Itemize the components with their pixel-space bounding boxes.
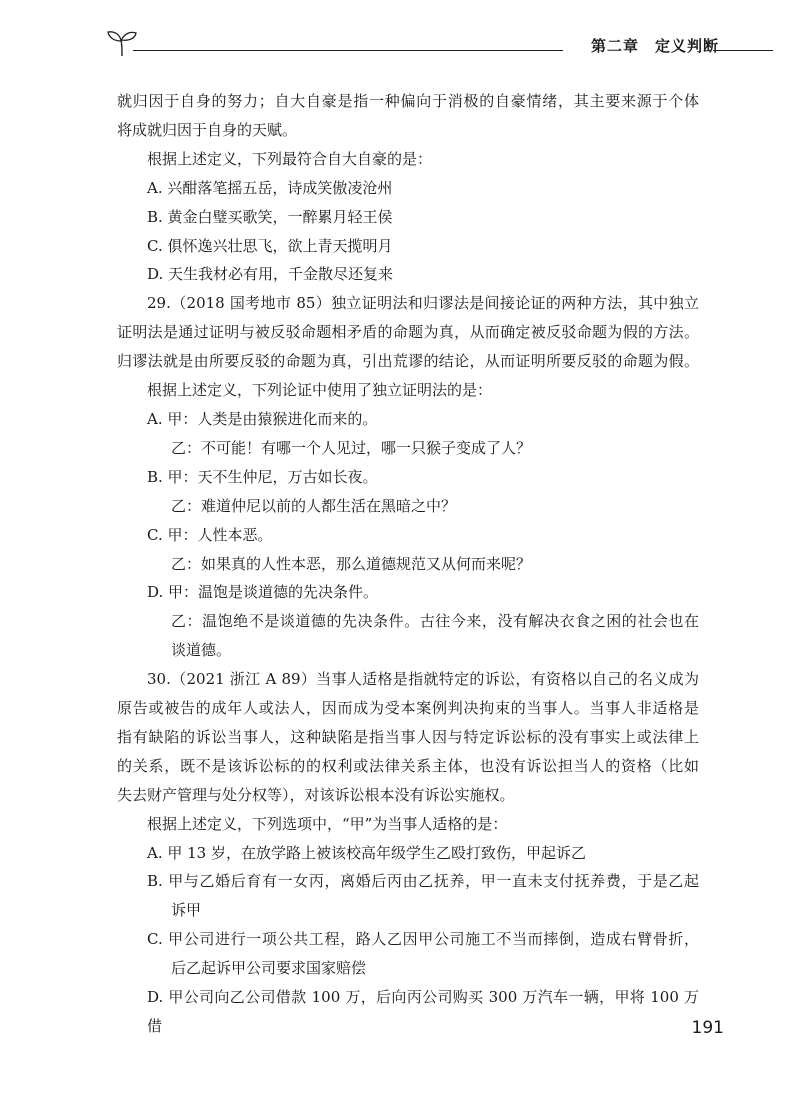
option-c: C. 俱怀逸兴壮思飞，欲上青天揽明月 bbox=[147, 236, 393, 255]
text-line: 将成就归因于自身的天赋。 bbox=[117, 120, 298, 139]
option-c-reply: 乙：如果真的人性本恶，那么道德规范又从何而来呢？ bbox=[171, 554, 532, 573]
option-b: B. 甲：天不生仲尼，万古如长夜。 bbox=[147, 467, 378, 486]
question-29-stem: 29.（2018 国考地市 85）独立证明法和归谬法是间接论证的两种方法，其中独立 bbox=[147, 294, 699, 313]
question-prompt: 根据上述定义，下列最符合自大自豪的是： bbox=[147, 149, 433, 168]
option-d: D. 天生我材必有用，千金散尽还复来 bbox=[147, 265, 394, 284]
option-a: A. 兴酣落笔摇五岳，诗成笑傲凌沧州 bbox=[147, 178, 393, 197]
header-rule-right bbox=[713, 50, 773, 51]
option-c: C. 甲：人性本恶。 bbox=[147, 525, 273, 544]
question-prompt: 根据上述定义，下列论证中使用了独立证明法的是： bbox=[147, 381, 493, 400]
page-body bbox=[117, 87, 699, 1041]
option-a-reply: 乙：不可能！有哪一个人见过，哪一只猴子变成了人？ bbox=[171, 438, 532, 457]
question-prompt: 根据上述定义，下列选项中，“甲”为当事人适格的是： bbox=[147, 814, 508, 833]
text-line: 指有缺陷的诉讼当事人，这种缺陷是指当事人因与特定诉讼标的没有事实上或法律上 bbox=[117, 727, 699, 746]
sprout-icon bbox=[105, 28, 139, 58]
chapter-title: 第二章 定义判断 bbox=[563, 35, 719, 56]
text-line: 的关系，既不是该诉讼标的的权利或法律关系主体，也没有诉讼担当人的资格（比如 bbox=[117, 756, 699, 775]
option-b: B. 甲与乙婚后育有一女丙，离婚后丙由乙抚养，甲一直未支付抚养费，于是乙起 bbox=[147, 872, 699, 891]
text-line: 证明法是通过证明与被反驳命题相矛盾的命题为真，从而确定被反驳命题为假的方法。 bbox=[117, 323, 699, 342]
text-line: 原告或被告的成年人或法人，因而成为受本案例判决拘束的当事人。当事人非适格是 bbox=[117, 699, 699, 718]
running-header bbox=[105, 28, 770, 58]
option-c-cont: 后乙起诉甲公司要求国家赔偿 bbox=[171, 959, 367, 978]
option-a: A. 甲 13 岁，在放学路上被该校高年级学生乙殴打致伤，甲起诉乙 bbox=[147, 843, 586, 862]
option-d: D. 甲公司向乙公司借款 100 万，后向丙公司购买 300 万汽车一辆，甲将 100 万借 bbox=[147, 988, 699, 1035]
option-b: B. 黄金白璧买歌笑，一醉累月轻王侯 bbox=[147, 207, 393, 226]
option-d-reply-cont: 谈道德。 bbox=[171, 641, 232, 660]
page-number: 191 bbox=[691, 1018, 724, 1038]
option-d: D. 甲：温饱是谈道德的先决条件。 bbox=[147, 583, 379, 602]
option-b-cont: 诉甲 bbox=[171, 901, 202, 920]
text-line: 失去财产管理与处分权等），对该诉讼根本没有诉讼实施权。 bbox=[117, 785, 515, 804]
option-c: C. 甲公司进行一项公共工程，路人乙因甲公司施工不当而摔倒，造成右臂骨折， bbox=[147, 930, 699, 949]
text-line: 就归因于自身的努力；自大自豪是指一种偏向于消极的自豪情绪，其主要来源于个体 bbox=[117, 92, 699, 110]
question-30-stem: 30.（2021 浙江 A 89）当事人适格是指就特定的诉讼，有资格以自己的名义成为 bbox=[147, 670, 699, 689]
option-a: A. 甲：人类是由猿猴进化而来的。 bbox=[147, 409, 378, 428]
option-b-reply: 乙：难道仲尼以前的人都生活在黑暗之中？ bbox=[171, 496, 457, 515]
option-d-reply: 乙：温饱绝不是谈道德的先决条件。古往今来，没有解决衣食之困的社会也在 bbox=[171, 612, 699, 631]
text-line: 归谬法就是由所要反驳的命题为真，引出荒谬的结论，从而证明所要反驳的命题为假。 bbox=[117, 352, 699, 371]
